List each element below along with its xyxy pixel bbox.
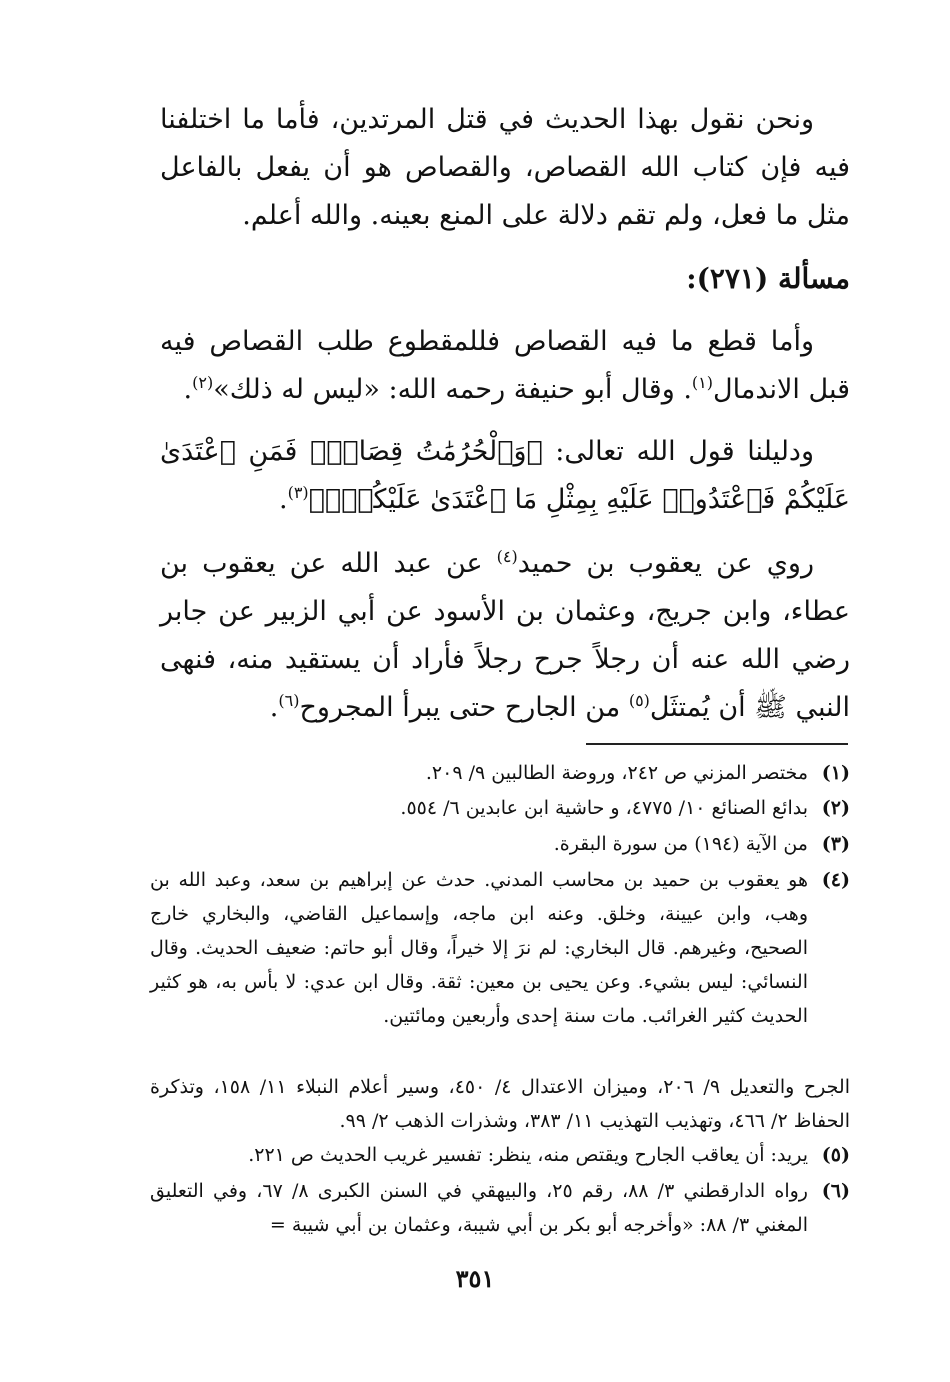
footnote-text: الجرح والتعديل ٩/ ٢٠٦، وميزان الاعتدال ٤/ ٤٥٠، وسير أعلام النبلاء ١١/ ١٥٨، وتذكرة الحفاظ ٢/ ٤٦٦، وتهذيب التهذيب ١١/ ٣٨٣، وشذرات الذهب ٢/ ٩٩.: [150, 1076, 850, 1132]
footnote-ref-2[interactable]: (٢): [192, 373, 214, 392]
footnote-number: (٦): [821, 1180, 850, 1202]
paragraph-2-text: وأما قطع ما فيه القصاص فللمقطوع طلب القصاص فيه قبل الاندمال: [160, 326, 850, 405]
footnote-ref-4[interactable]: (٤): [496, 547, 518, 566]
footnote-text: مختصر المزني ص ٢٤٢، وروضة الطالبين ٩/ ٢٠٩.: [425, 762, 808, 784]
footnote-text: هو يعقوب بن حميد بن محاسب المدني. حدث عن إبراهيم بن سعد، وعبد الله بن وهب، وابن عيينة، وخلق. وعنه ابن ماجه، وإسماعيل القاضي، والبخاري خارج الصحيح، وغيرهم. قال البخاري: لم نرَ إلا خيراً، وقال أبو حاتم: ضعيف الحديث. وقال النسائي: ليس بشيء. وعن يحيى بن معين: ثقة. وقال ابن عدي: لا بأس به، هو كثير الحديث كثير الغرائب. مات سنة إحدى وأربعين ومائتين.: [150, 869, 808, 1027]
paragraph-4-text-cont2: من الجارح حتى يبرأ المجروح: [299, 692, 629, 723]
paragraph-1: [160, 96, 850, 240]
paragraph-4-text-cont: عن عبد الله عن يعقوب بن عطاء، وابن جريج، وعثمان بن الأسود عن أبي الزبير عن جابر رضي الله عنه أن رجلاً جرح رجلاً فأراد أن يستقيد منه، فنهى النبي ﷺ أن يُمتثَل: [160, 548, 850, 723]
footnote-number: (٢): [821, 797, 850, 819]
paragraph-3: [160, 428, 850, 524]
paragraph-4: [160, 540, 850, 732]
footnote-ref-3[interactable]: (٣): [287, 483, 309, 502]
footnote-3: [150, 827, 850, 861]
footnote-number: (٤): [821, 869, 850, 891]
footnote-number: (١): [821, 762, 850, 784]
issue-heading: مسألة (٢٧١):: [686, 262, 850, 295]
page-number: ٣٥١: [455, 1264, 495, 1293]
footnote-number: (٣): [821, 833, 850, 855]
footnote-1: [150, 756, 850, 790]
paragraph-1-text: ونحن نقول بهذا الحديث في قتل المرتدين، فأما ما اختلفنا فيه فإن كتاب الله القصاص، والقصاص هو أن يفعل بالفاعل مثل ما فعل، ولم تقم دلالة على المنع بعينه. والله أعلم.: [160, 104, 850, 231]
footnote-text: يريد: أن يعاقب الجارح ويقتص منه، ينظر: تفسير غريب الحديث ص ٢٢١.: [248, 1144, 808, 1166]
footnote-text: بدائع الصنائع ١٠/ ٤٧٧٥، و حاشية ابن عابدين ٦/ ٥٥٤.: [400, 797, 808, 819]
footnote-4-sources: [150, 1070, 850, 1138]
footnote-number: (٥): [821, 1144, 850, 1166]
footnote-4: [150, 863, 850, 1033]
footnote-text: رواه الدارقطني ٣/ ٨٨، رقم ٢٥، والبيهقي في السنن الكبرى ٨/ ٦٧، وفي التعليق المغني ٣/ ٨٨: «وأخرجه أبو بكر بن أبي شيبة، وعثمان بن أبي شيبة =: [150, 1180, 808, 1236]
paragraph-2-text-cont: . وقال أبو حنيفة رحمه الله: «ليس له ذلك»: [213, 374, 692, 405]
quran-verse: ودليلنا قول الله تعالى: ﴿وَٱلْحُرُمَٰتُ قِصَاصٌۚ فَمَنِ ٱعْتَدَىٰ عَلَيْكُمْ فَٱعْتَدُوا۟ عَلَيْهِ بِمِثْلِ مَا ٱعْتَدَىٰ عَلَيْكُمْۚ﴾: [160, 436, 850, 515]
paragraph-2: [160, 318, 850, 414]
footnote-separator: [586, 743, 848, 745]
paragraph-2-end: .: [183, 374, 193, 405]
footnote-text: من الآية (١٩٤) من سورة البقرة.: [553, 833, 808, 855]
footnote-2: [150, 791, 850, 825]
paragraph-4-text: روي عن يعقوب بن حميد: [517, 548, 814, 579]
paragraph-3-end: .: [278, 484, 288, 515]
footnote-ref-1[interactable]: (١): [691, 373, 714, 392]
footnote-5: [150, 1138, 850, 1172]
footnote-ref-6[interactable]: (٦): [278, 691, 300, 710]
paragraph-4-end: .: [269, 692, 279, 723]
footnote-ref-5[interactable]: (٥): [628, 691, 650, 710]
footnote-6: [150, 1174, 850, 1242]
